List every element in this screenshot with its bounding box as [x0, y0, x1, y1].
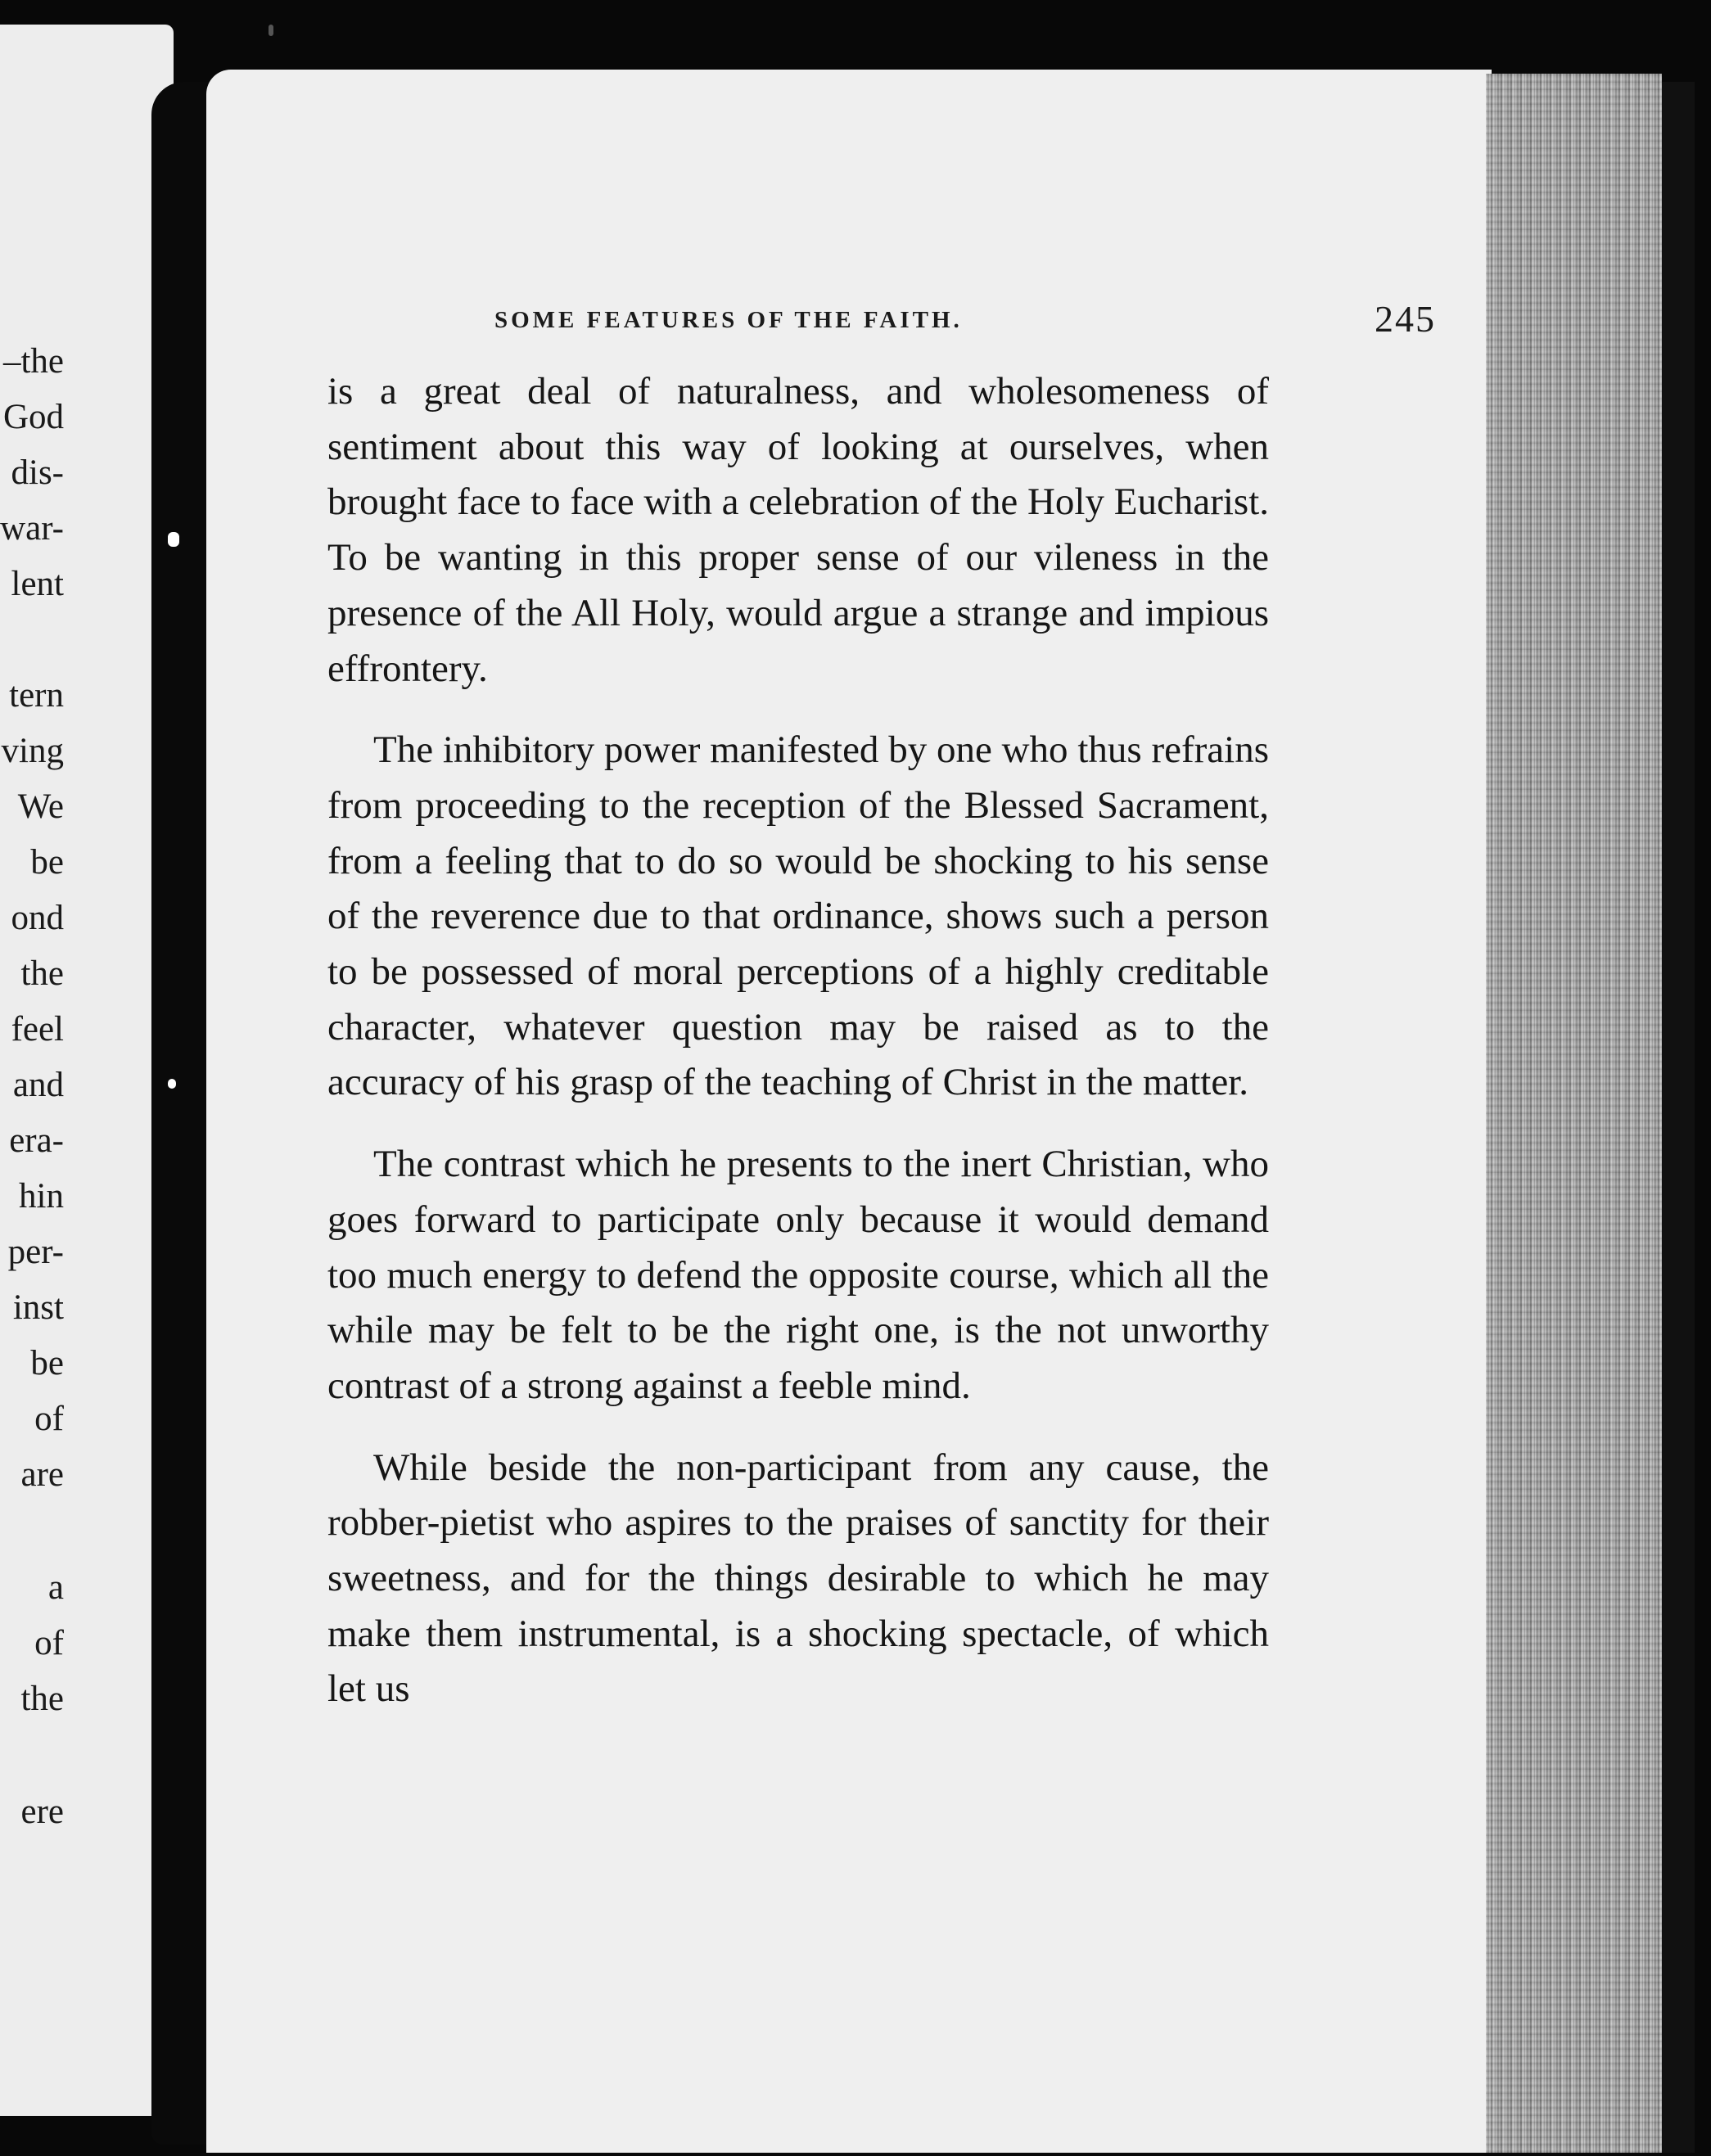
left-page-line-fragment: are — [20, 1455, 64, 1494]
page-number: 245 — [1375, 298, 1436, 340]
left-page-line-fragment: hin — [19, 1177, 64, 1216]
left-page-line-fragment: ond — [11, 899, 64, 937]
left-page-line-fragment: the — [20, 954, 64, 993]
left-page-line-fragment: lent — [11, 565, 64, 603]
left-page-line-fragment: war- — [0, 509, 64, 548]
left-page-line-fragment: the — [20, 1680, 64, 1718]
left-page-text — [0, 25, 164, 2071]
paragraph-4: While beside the non-participant from any cause, the robber-pietist who aspires to the praises of sanctity for their sweetness, and for the things desirable to which he may make them instrumental, is a shocking spectacle, of which let us — [327, 1446, 1269, 1711]
left-page-line-fragment: ving — [1, 732, 64, 770]
scan-speck — [168, 532, 179, 547]
left-page-line-fragment: era- — [9, 1121, 64, 1160]
left-page-line-fragment: and — [12, 1066, 64, 1104]
paragraph-1: is a great deal of naturalness, and wholesomeness of sentiment about this way of looking at ourselves, when brought face to face with a celebration of the Holy Eucharist. To be wanting in this proper sense of our vileness in the presence of the All Holy, would argue a strange and impious effrontery. — [327, 370, 1269, 690]
left-page-line-fragment: feel — [11, 1010, 64, 1049]
left-page-line-fragment: a — [47, 1568, 64, 1607]
running-head — [494, 298, 1436, 356]
left-page-line-fragment: of — [34, 1400, 64, 1438]
left-page-line-fragment: be — [30, 843, 64, 882]
edge-shadow — [1662, 82, 1695, 2153]
left-page-line-fragment: of — [34, 1624, 64, 1662]
right-page — [206, 70, 1492, 2153]
body-text — [327, 364, 1269, 1743]
left-page-line-fragment: ere — [20, 1793, 64, 1831]
scan-speck — [269, 25, 273, 36]
left-page-line-fragment: We — [17, 787, 64, 826]
left-page-line-fragment: tern — [9, 676, 64, 715]
left-page — [0, 25, 174, 2116]
left-page-line-fragment: inst — [12, 1288, 64, 1327]
left-page-line-fragment: dis- — [11, 453, 64, 492]
paragraph-3: The contrast which he presents to the inert Christian, who goes forward to participate only because it would demand too much energy to defend the opposite course, which all the while may be felt to be the right one, is the not unworthy contrast of a strong against a feeble mind. — [327, 1143, 1269, 1407]
left-page-line-fragment: God — [2, 398, 64, 436]
scan-speck — [168, 1079, 176, 1089]
page-edges — [1486, 74, 1662, 2153]
running-head-title: SOME FEATURES OF THE FAITH. — [494, 307, 963, 333]
paragraph-2: The inhibitory power manifested by one who thus refrains from proceeding to the reception of the Blessed Sacrament, from a feeling that to do so would be shocking to his sense of the reverence due to that ordinance, shows such a person to be possessed of moral perceptions of a highly creditable character, whatever question may be raised as to the accuracy of his grasp of the teaching of Christ in the matter. — [327, 728, 1269, 1104]
left-page-line-fragment: be — [30, 1344, 64, 1382]
left-page-line-fragment: per- — [7, 1233, 64, 1271]
left-page-line-fragment: –the — [2, 342, 64, 381]
